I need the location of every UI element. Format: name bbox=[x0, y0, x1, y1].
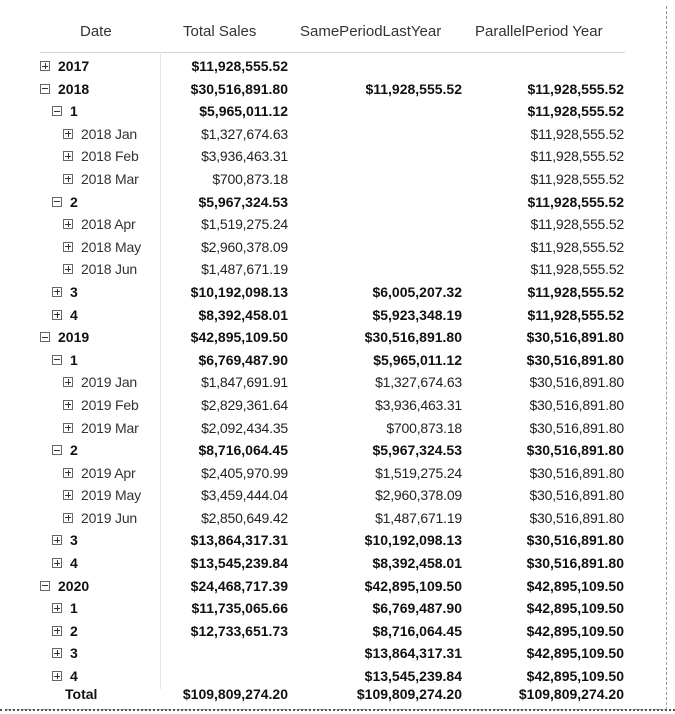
row-header bbox=[63, 239, 141, 255]
row-label: 2020 bbox=[58, 577, 90, 594]
total-sales-cell: $1,487,671.19 bbox=[201, 261, 288, 278]
same-period-last-year-cell: $1,519,275.24 bbox=[375, 464, 462, 481]
expand-icon[interactable] bbox=[52, 310, 62, 320]
total-sales-cell: $1,847,691.91 bbox=[201, 374, 288, 391]
total-sales-cell: $3,459,444.04 bbox=[201, 487, 288, 504]
table-row bbox=[0, 282, 675, 305]
parallel-period-year-cell: $11,928,555.52 bbox=[527, 193, 624, 210]
table-row bbox=[0, 124, 675, 147]
row-label: 2019 Jan bbox=[81, 374, 138, 391]
row-header bbox=[52, 284, 78, 300]
table-row bbox=[0, 305, 675, 328]
total-same-period-value: $109,809,274.20 bbox=[356, 686, 462, 702]
parallel-period-year-cell: $42,895,109.50 bbox=[526, 645, 624, 662]
row-label: 2019 May bbox=[81, 487, 141, 504]
parallel-period-year-cell: $11,928,555.52 bbox=[530, 261, 624, 278]
table-row bbox=[0, 192, 675, 215]
total-sales-cell: $30,516,891.80 bbox=[190, 80, 288, 97]
total-sales-cell: $2,960,378.09 bbox=[201, 238, 288, 255]
table-row bbox=[0, 146, 675, 169]
row-label: 2018 Apr bbox=[81, 216, 136, 233]
expand-icon[interactable] bbox=[63, 468, 73, 478]
row-header bbox=[52, 623, 78, 639]
total-sales-cell: $1,327,674.63 bbox=[201, 125, 288, 142]
row-header bbox=[52, 555, 78, 571]
table-row bbox=[0, 440, 675, 463]
parallel-period-year-cell: $11,928,555.52 bbox=[527, 103, 624, 120]
collapse-icon[interactable] bbox=[40, 332, 50, 342]
row-header bbox=[52, 668, 78, 684]
table-row bbox=[0, 214, 675, 237]
row-label: 2 bbox=[70, 442, 78, 459]
total-sales-cell: $700,873.18 bbox=[212, 170, 288, 187]
row-label: 2019 Apr bbox=[81, 464, 136, 481]
parallel-period-year-cell: $30,516,891.80 bbox=[526, 532, 624, 549]
table-row bbox=[0, 237, 675, 260]
row-header bbox=[52, 103, 78, 119]
row-header bbox=[63, 487, 141, 503]
total-sales-cell: $8,392,458.01 bbox=[198, 306, 288, 323]
same-period-last-year-cell: $30,516,891.80 bbox=[364, 329, 462, 346]
row-label: 2 bbox=[70, 193, 78, 210]
parallel-period-year-cell: $30,516,891.80 bbox=[526, 329, 624, 346]
table-row bbox=[0, 79, 675, 102]
same-period-last-year-cell: $13,864,317.31 bbox=[364, 645, 462, 662]
row-label: 2019 bbox=[58, 329, 90, 346]
total-sales-cell: $13,545,239.84 bbox=[190, 555, 288, 572]
row-header bbox=[63, 261, 137, 277]
row-label: 1 bbox=[70, 600, 78, 617]
total-sales-cell: $3,936,463.31 bbox=[201, 148, 288, 165]
total-sales-cell: $2,092,434.35 bbox=[201, 419, 288, 436]
total-sales-cell: $6,769,487.90 bbox=[198, 351, 288, 368]
expand-icon[interactable] bbox=[63, 513, 73, 523]
row-header bbox=[63, 374, 137, 390]
expand-icon[interactable] bbox=[63, 174, 73, 184]
row-header bbox=[63, 216, 135, 232]
same-period-last-year-cell: $6,005,207.32 bbox=[372, 283, 462, 300]
total-sales-cell: $2,850,649.42 bbox=[201, 509, 288, 526]
expand-icon[interactable] bbox=[63, 242, 73, 252]
row-label: 2019 Jun bbox=[81, 509, 138, 526]
parallel-period-year-cell: $30,516,891.80 bbox=[529, 419, 624, 436]
parallel-period-year-cell: $30,516,891.80 bbox=[526, 351, 624, 368]
row-label: 2018 Mar bbox=[81, 170, 139, 187]
total-sales-cell: $2,829,361.64 bbox=[201, 396, 288, 413]
row-header bbox=[52, 442, 78, 458]
row-label: 4 bbox=[70, 555, 78, 572]
row-header bbox=[63, 148, 139, 164]
expand-icon[interactable] bbox=[63, 264, 73, 274]
total-sales-cell: $11,928,555.52 bbox=[191, 58, 288, 74]
row-label: 2018 Jun bbox=[81, 261, 138, 278]
header-divider bbox=[40, 52, 625, 53]
total-sales-cell: $42,895,109.50 bbox=[190, 329, 288, 346]
same-period-last-year-cell: $5,967,324.53 bbox=[372, 442, 462, 459]
expand-icon[interactable] bbox=[52, 287, 62, 297]
table-row bbox=[0, 463, 675, 486]
expand-icon[interactable] bbox=[63, 129, 73, 139]
parallel-period-year-cell: $11,928,555.52 bbox=[530, 148, 624, 165]
total-sales-cell: $5,965,011.12 bbox=[199, 103, 288, 120]
same-period-last-year-cell: $11,928,555.52 bbox=[365, 80, 462, 97]
same-period-last-year-cell: $8,716,064.45 bbox=[372, 622, 462, 639]
row-header bbox=[63, 171, 139, 187]
total-sales-cell: $11,735,065.66 bbox=[191, 600, 288, 617]
table-row bbox=[0, 327, 675, 350]
expand-icon[interactable] bbox=[63, 151, 73, 161]
expand-icon[interactable] bbox=[52, 648, 62, 658]
table-row bbox=[0, 508, 675, 531]
row-label: 2019 Mar bbox=[81, 419, 139, 436]
row-header bbox=[52, 600, 78, 616]
total-sales-cell: $13,864,317.31 bbox=[190, 532, 288, 549]
row-header bbox=[52, 307, 78, 323]
row-label: 1 bbox=[70, 103, 78, 120]
column-header-parallel-period-year[interactable]: ParallelPeriod Year bbox=[475, 23, 603, 40]
column-header-row bbox=[40, 18, 630, 46]
total-sales-cell: $10,192,098.13 bbox=[190, 283, 288, 300]
same-period-last-year-cell: $2,960,378.09 bbox=[375, 487, 462, 504]
total-label: Total bbox=[65, 686, 98, 702]
expand-icon[interactable] bbox=[52, 603, 62, 613]
collapse-icon[interactable] bbox=[52, 106, 62, 116]
parallel-period-year-cell: $30,516,891.80 bbox=[526, 555, 624, 572]
row-label: 2018 Jan bbox=[81, 125, 138, 142]
same-period-last-year-cell: $1,487,671.19 bbox=[375, 509, 462, 526]
row-header bbox=[63, 465, 135, 481]
same-period-last-year-cell: $8,392,458.01 bbox=[372, 555, 462, 572]
table-row bbox=[0, 553, 675, 576]
same-period-last-year-cell: $42,895,109.50 bbox=[364, 577, 462, 594]
parallel-period-year-cell: $11,928,555.52 bbox=[527, 306, 624, 323]
row-label: 4 bbox=[70, 306, 78, 323]
column-header-date[interactable]: Date bbox=[80, 23, 112, 40]
table-row bbox=[0, 350, 675, 373]
table-row bbox=[0, 576, 675, 599]
same-period-last-year-cell: $10,192,098.13 bbox=[364, 532, 462, 549]
same-period-last-year-cell: $5,965,011.12 bbox=[373, 351, 462, 368]
expand-icon[interactable] bbox=[52, 558, 62, 568]
expand-icon[interactable] bbox=[63, 219, 73, 229]
expand-icon[interactable] bbox=[63, 400, 73, 410]
table-row bbox=[0, 598, 675, 621]
total-sales-cell: $2,405,970.99 bbox=[201, 464, 288, 481]
row-label: 3 bbox=[70, 645, 78, 662]
table-row bbox=[0, 101, 675, 124]
expand-icon[interactable] bbox=[52, 671, 62, 681]
row-label: 4 bbox=[70, 668, 78, 685]
row-header bbox=[63, 420, 139, 436]
same-period-last-year-cell: $6,769,487.90 bbox=[372, 600, 462, 617]
total-sales-cell: $24,468,717.39 bbox=[190, 577, 288, 594]
column-header-total-sales[interactable]: Total Sales bbox=[183, 23, 257, 40]
row-label: 3 bbox=[70, 532, 78, 549]
same-period-last-year-cell: $3,936,463.31 bbox=[375, 396, 462, 413]
row-label: 2019 Feb bbox=[81, 396, 139, 413]
same-period-last-year-cell: $1,327,674.63 bbox=[375, 374, 462, 391]
column-header-same-period-last-year[interactable]: SamePeriodLastYear bbox=[300, 23, 442, 40]
total-sales-cell: $1,519,275.24 bbox=[201, 216, 288, 233]
collapse-icon[interactable] bbox=[40, 84, 50, 94]
table-row bbox=[0, 485, 675, 508]
parallel-period-year-cell: $42,895,109.50 bbox=[526, 600, 624, 617]
parallel-period-year-cell: $11,928,555.52 bbox=[527, 283, 624, 300]
expand-icon[interactable] bbox=[52, 626, 62, 636]
expand-icon[interactable] bbox=[52, 535, 62, 545]
parallel-period-year-cell: $30,516,891.80 bbox=[529, 487, 624, 504]
row-header bbox=[63, 126, 137, 142]
row-header bbox=[40, 329, 89, 345]
expand-icon[interactable] bbox=[63, 490, 73, 500]
parallel-period-year-cell: $42,895,109.50 bbox=[526, 577, 624, 594]
row-label: 1 bbox=[70, 351, 78, 368]
collapse-icon[interactable] bbox=[40, 581, 50, 591]
parallel-period-year-cell: $30,516,891.80 bbox=[529, 509, 624, 526]
row-label: 3 bbox=[70, 283, 78, 300]
table-row bbox=[0, 169, 675, 192]
bottom-dotted-border bbox=[0, 709, 675, 711]
row-header bbox=[52, 194, 78, 210]
parallel-period-year-cell: $30,516,891.80 bbox=[529, 396, 624, 413]
collapse-icon[interactable] bbox=[52, 197, 62, 207]
table-row bbox=[0, 259, 675, 282]
parallel-period-year-cell: $11,928,555.52 bbox=[527, 80, 624, 97]
expand-icon[interactable] bbox=[40, 61, 50, 71]
row-header bbox=[63, 510, 137, 526]
row-label: 2 bbox=[70, 622, 78, 639]
matrix-body bbox=[0, 56, 675, 689]
parallel-period-year-cell: $11,928,555.52 bbox=[530, 216, 624, 233]
total-parallel-period-value: $109,809,274.20 bbox=[518, 686, 624, 702]
parallel-period-year-cell: $11,928,555.52 bbox=[530, 238, 624, 255]
table-row bbox=[0, 418, 675, 441]
parallel-period-year-cell: $30,516,891.80 bbox=[526, 442, 624, 459]
parallel-period-year-cell: $42,895,109.50 bbox=[526, 668, 624, 685]
table-row bbox=[0, 395, 675, 418]
parallel-period-year-cell: $30,516,891.80 bbox=[529, 464, 624, 481]
parallel-period-year-cell: $42,895,109.50 bbox=[526, 622, 624, 639]
table-row bbox=[0, 643, 675, 666]
table-row bbox=[0, 372, 675, 395]
total-sales-value: $109,809,274.20 bbox=[182, 686, 288, 702]
table-row bbox=[0, 621, 675, 644]
row-header bbox=[40, 81, 89, 97]
row-header bbox=[63, 397, 139, 413]
row-label: 2018 Feb bbox=[81, 148, 139, 165]
row-header bbox=[52, 352, 78, 368]
parallel-period-year-cell: $11,928,555.52 bbox=[530, 125, 624, 142]
row-header bbox=[40, 578, 89, 594]
total-sales-cell: $5,967,324.53 bbox=[198, 193, 288, 210]
row-label: 2018 bbox=[58, 80, 90, 97]
row-label: 2017 bbox=[58, 58, 90, 74]
table-row bbox=[0, 56, 675, 79]
same-period-last-year-cell: $700,873.18 bbox=[386, 419, 462, 436]
collapse-icon[interactable] bbox=[52, 445, 62, 455]
total-sales-cell: $8,716,064.45 bbox=[198, 442, 288, 459]
expand-icon[interactable] bbox=[63, 377, 73, 387]
row-header bbox=[52, 532, 78, 548]
same-period-last-year-cell: $5,923,348.19 bbox=[372, 306, 462, 323]
same-period-last-year-cell: $13,545,239.84 bbox=[364, 668, 462, 685]
expand-icon[interactable] bbox=[63, 423, 73, 433]
parallel-period-year-cell: $11,928,555.52 bbox=[530, 170, 624, 187]
total-sales-cell: $12,733,651.73 bbox=[190, 622, 288, 639]
table-row bbox=[0, 530, 675, 553]
parallel-period-year-cell: $30,516,891.80 bbox=[529, 374, 624, 391]
total-row bbox=[0, 683, 675, 705]
row-header bbox=[52, 645, 78, 661]
collapse-icon[interactable] bbox=[52, 355, 62, 365]
row-header bbox=[40, 58, 89, 74]
row-label: 2018 May bbox=[81, 238, 141, 255]
